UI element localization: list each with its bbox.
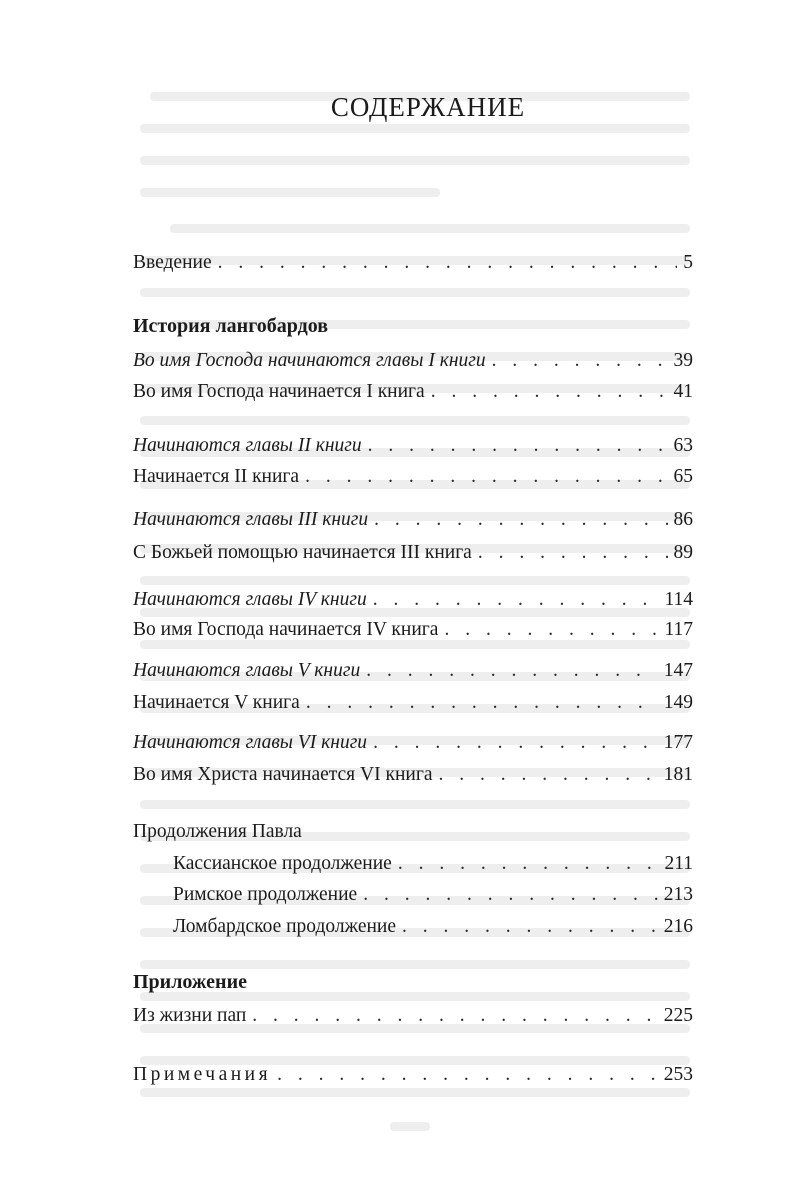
section-heading-appendix: Приложение (133, 971, 247, 993)
toc-entry-page: 39 (673, 350, 693, 371)
toc-entry-page: 225 (663, 1005, 693, 1026)
toc-entry-page: 86 (673, 509, 693, 530)
toc-entry-label: Во имя Господа начинается IV книга (133, 619, 439, 640)
leader-dots (492, 348, 668, 374)
toc-entry (173, 914, 693, 940)
toc-entry (133, 507, 693, 533)
toc-entry-page: 211 (664, 853, 693, 874)
toc-entry (133, 617, 693, 643)
leader-dots (218, 250, 678, 276)
toc-entry-label: Кассианское продолжение (173, 853, 392, 874)
leader-dots (402, 914, 658, 940)
toc-entry-page: 177 (663, 732, 693, 753)
leader-dots (431, 379, 668, 405)
toc-entry-label: Начинается V книга (133, 692, 300, 713)
toc-entry (133, 433, 693, 459)
toc-entry-page: 63 (673, 435, 693, 456)
leader-dots (374, 507, 667, 533)
toc-entry (133, 348, 693, 374)
leader-dots (368, 433, 668, 459)
leader-dots (373, 730, 658, 756)
toc-entry-page: 147 (663, 660, 693, 681)
toc-entry-notes (133, 1062, 693, 1088)
leader-dots (366, 658, 658, 684)
leader-dots (306, 690, 658, 716)
toc-entry-label: Римское продолжение (173, 884, 358, 905)
toc-entry-label: Начинаются главы II книги (133, 435, 362, 456)
toc-entry-page: 213 (663, 884, 693, 905)
toc-entry-label: Ломбардское продолжение (173, 916, 397, 937)
toc-entry-label: С Божьей помощью начинается III книга (133, 542, 472, 563)
toc-entry-page: 181 (663, 764, 693, 785)
toc-entry (133, 1003, 693, 1029)
toc-entry-page: 117 (664, 619, 693, 640)
toc-entry (133, 464, 693, 490)
toc-entry (133, 587, 693, 613)
leader-dots (373, 587, 659, 613)
leader-dots (444, 617, 658, 643)
section-heading-continuations: Продолжения Павла (133, 821, 302, 842)
toc-entry-label: Начинаются главы IV книги (133, 589, 367, 610)
toc-entry-page: 114 (664, 589, 693, 610)
toc-entry-label: Начинаются главы V книги (133, 660, 361, 681)
toc-entry-label: Начинается II книга (133, 466, 300, 487)
toc-entry-label: Во имя Господа начинается I книга (133, 381, 425, 402)
toc-entry-introduction (133, 250, 693, 276)
toc-entry-label: Из жизни пап (133, 1005, 247, 1026)
toc-entry (173, 851, 693, 877)
toc-entry-label: Начинаются главы VI книги (133, 732, 368, 753)
toc-entry-page: 89 (673, 542, 693, 563)
toc-entry-label: Начинаются главы III книги (133, 509, 369, 530)
toc-entry-page: 253 (663, 1064, 693, 1085)
toc-entry (133, 379, 693, 405)
leader-dots (438, 762, 657, 788)
toc-entry-label: Во имя Христа начинается VI книга (133, 764, 433, 785)
toc-entry (173, 882, 693, 908)
leader-dots (277, 1062, 658, 1088)
toc-entry (133, 762, 693, 788)
toc-entry-page: 5 (683, 252, 693, 273)
toc-entry-label: Введение (133, 252, 212, 273)
toc-entry-page: 65 (673, 466, 693, 487)
table-of-contents (133, 86, 693, 1085)
leader-dots (478, 540, 668, 566)
toc-entry (133, 540, 693, 566)
toc-entry-label: Примечания (133, 1064, 272, 1085)
leader-dots (363, 882, 658, 908)
toc-entry (133, 658, 693, 684)
toc-entry-label: Во имя Господа начинаются главы I книги (133, 350, 486, 371)
section-heading-history: История лангобардов (133, 315, 329, 337)
leader-dots (252, 1003, 657, 1029)
toc-entry-page: 41 (673, 381, 693, 402)
leader-dots (305, 464, 667, 490)
leader-dots (398, 851, 659, 877)
toc-entry-page: 216 (663, 916, 693, 937)
toc-entry (133, 690, 693, 716)
toc-entry (133, 730, 693, 756)
page-title: СОДЕРЖАНИЕ (330, 92, 526, 122)
toc-entry-page: 149 (663, 692, 693, 713)
